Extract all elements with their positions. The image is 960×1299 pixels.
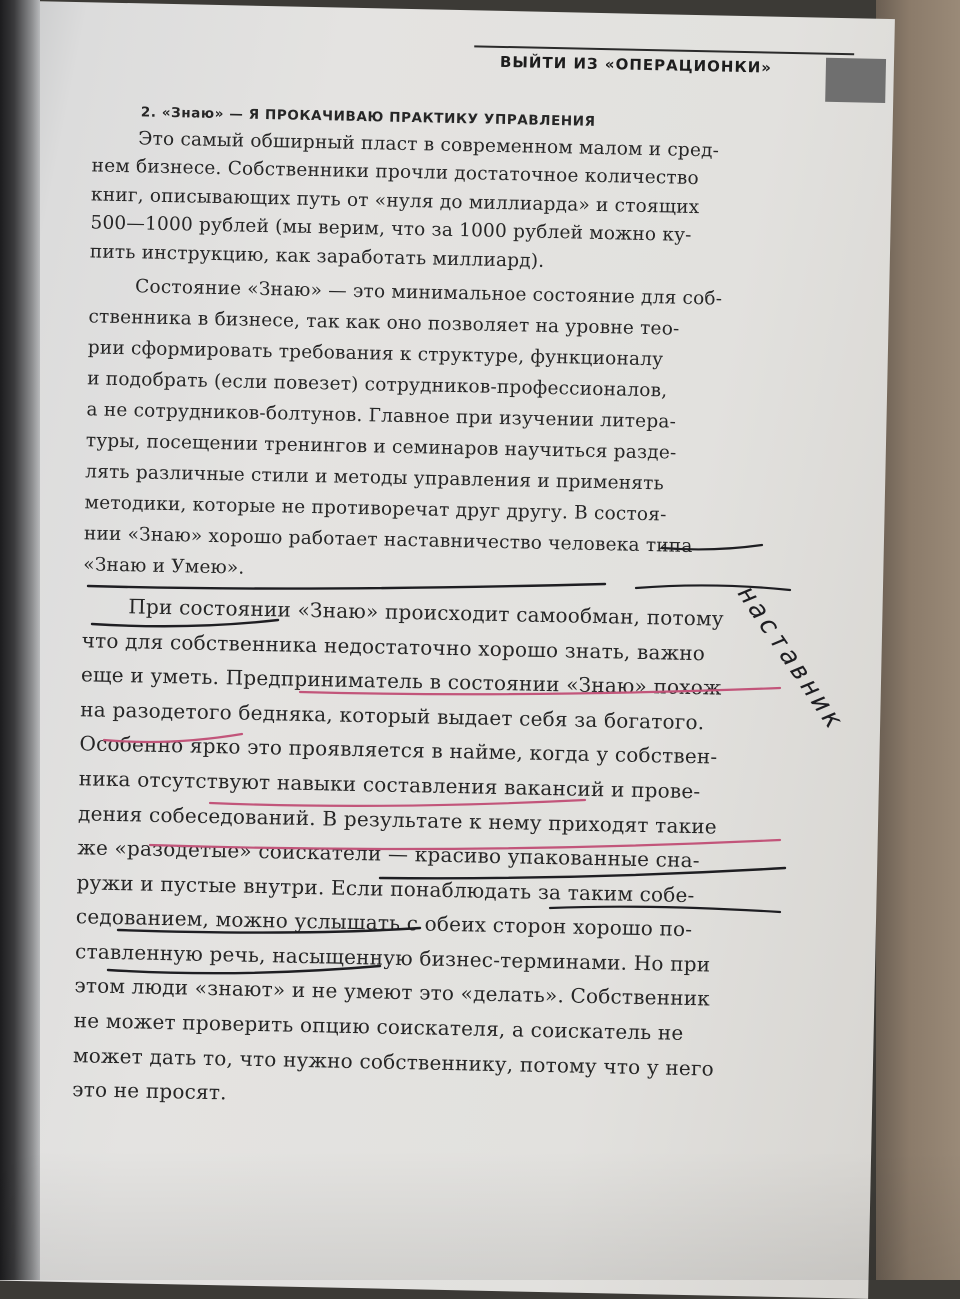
- text-line: еще и уметь. Предприниматель в состоянии «Знаю» похож: [80, 662, 722, 700]
- text-line: дения собеседований. В результате к нему приходят такие: [77, 800, 718, 839]
- text-line: этом люди «знают» и не умеют это «делать». Собственник: [74, 973, 711, 1011]
- text-line: же «разодетые» соискатели — красиво упакованные сна-: [77, 835, 700, 873]
- text-line: ника отсутствуют навыки составления вакансий и прове-: [78, 766, 701, 804]
- text-line: что для собственника недостаточно хорошо знать, важно: [81, 627, 706, 665]
- text-line: нии «Знаю» хорошо работает наставничество человека типа: [83, 523, 693, 557]
- text-line: 500—1000 рублей (мы верим, что за 1000 рублей можно ку-: [90, 212, 692, 247]
- text-line: При состоянии «Знаю» происходит самообман, потому: [128, 594, 725, 631]
- paragraph-1: [90, 124, 813, 281]
- text-line: методики, которые не противоречат друг другу. В состоя-: [84, 492, 667, 526]
- text-line: Особенно ярко это проявляется в найме, когда у собствен-: [79, 731, 718, 769]
- text-line: может дать то, что нужно собственнику, потому что у него: [72, 1042, 715, 1081]
- paragraph-3: [72, 588, 803, 1122]
- text-line: рии сформировать требования к структуре, функционалу: [87, 337, 664, 371]
- section-heading: 2. «Знаю» — Я ПРОКАЧИВАЮ ПРАКТИКУ УПРАВЛЕНИЯ: [140, 104, 596, 130]
- text-line: а не сотрудников-болтунов. Главное при изучении литера-: [86, 399, 677, 433]
- paragraph-2: [83, 270, 809, 595]
- text-line: туры, посещении тренингов и семинаров научиться разде-: [85, 430, 677, 464]
- text-line: на разодетого бедняка, который выдает себя за богатого.: [80, 696, 705, 735]
- page-gutter-shadow: [0, 0, 40, 1280]
- handwritten-margin-note: наставник: [731, 580, 850, 736]
- text-line: лять различные стили и методы управления и применять: [85, 461, 665, 495]
- text-line: ставленную речь, насыщенную бизнес-терминами. Но при: [74, 939, 711, 977]
- text-line: книг, описывающих путь от «нуля до миллиарда» и стоящих: [90, 184, 700, 218]
- text-line: «Знаю и Умею».: [83, 554, 245, 579]
- text-line: Состояние «Знаю» — это минимальное состояние для соб-: [134, 276, 723, 310]
- text-line: и подобрать (если повезет) сотрудников-профессионалов,: [86, 368, 668, 402]
- text-line: седованием, можно услышать с обеих сторон хорошо по-: [75, 904, 693, 942]
- text-line: ружи и пустые внутри. Если понаблюдать за таким собе-: [76, 869, 695, 907]
- text-line: ственника в бизнесе, так как оно позволяет на уровне тео-: [88, 306, 680, 340]
- text-line: нем бизнесе. Собственники прочли достаточное количество: [91, 155, 700, 190]
- text-line: Это самый обширный пласт в современном малом и сред-: [138, 128, 720, 162]
- text-line: пить инструкцию, как заработать миллиард).: [89, 240, 545, 272]
- running-header: ВЫЙТИ ИЗ «ОПЕРАЦИОНКИ»: [499, 52, 773, 77]
- text-line: это не просят.: [72, 1077, 227, 1105]
- text-line: не может проверить опцию соискателя, а соискатель не: [73, 1008, 684, 1046]
- page-content: [72, 98, 813, 1122]
- chapter-tab-marker: [825, 58, 886, 103]
